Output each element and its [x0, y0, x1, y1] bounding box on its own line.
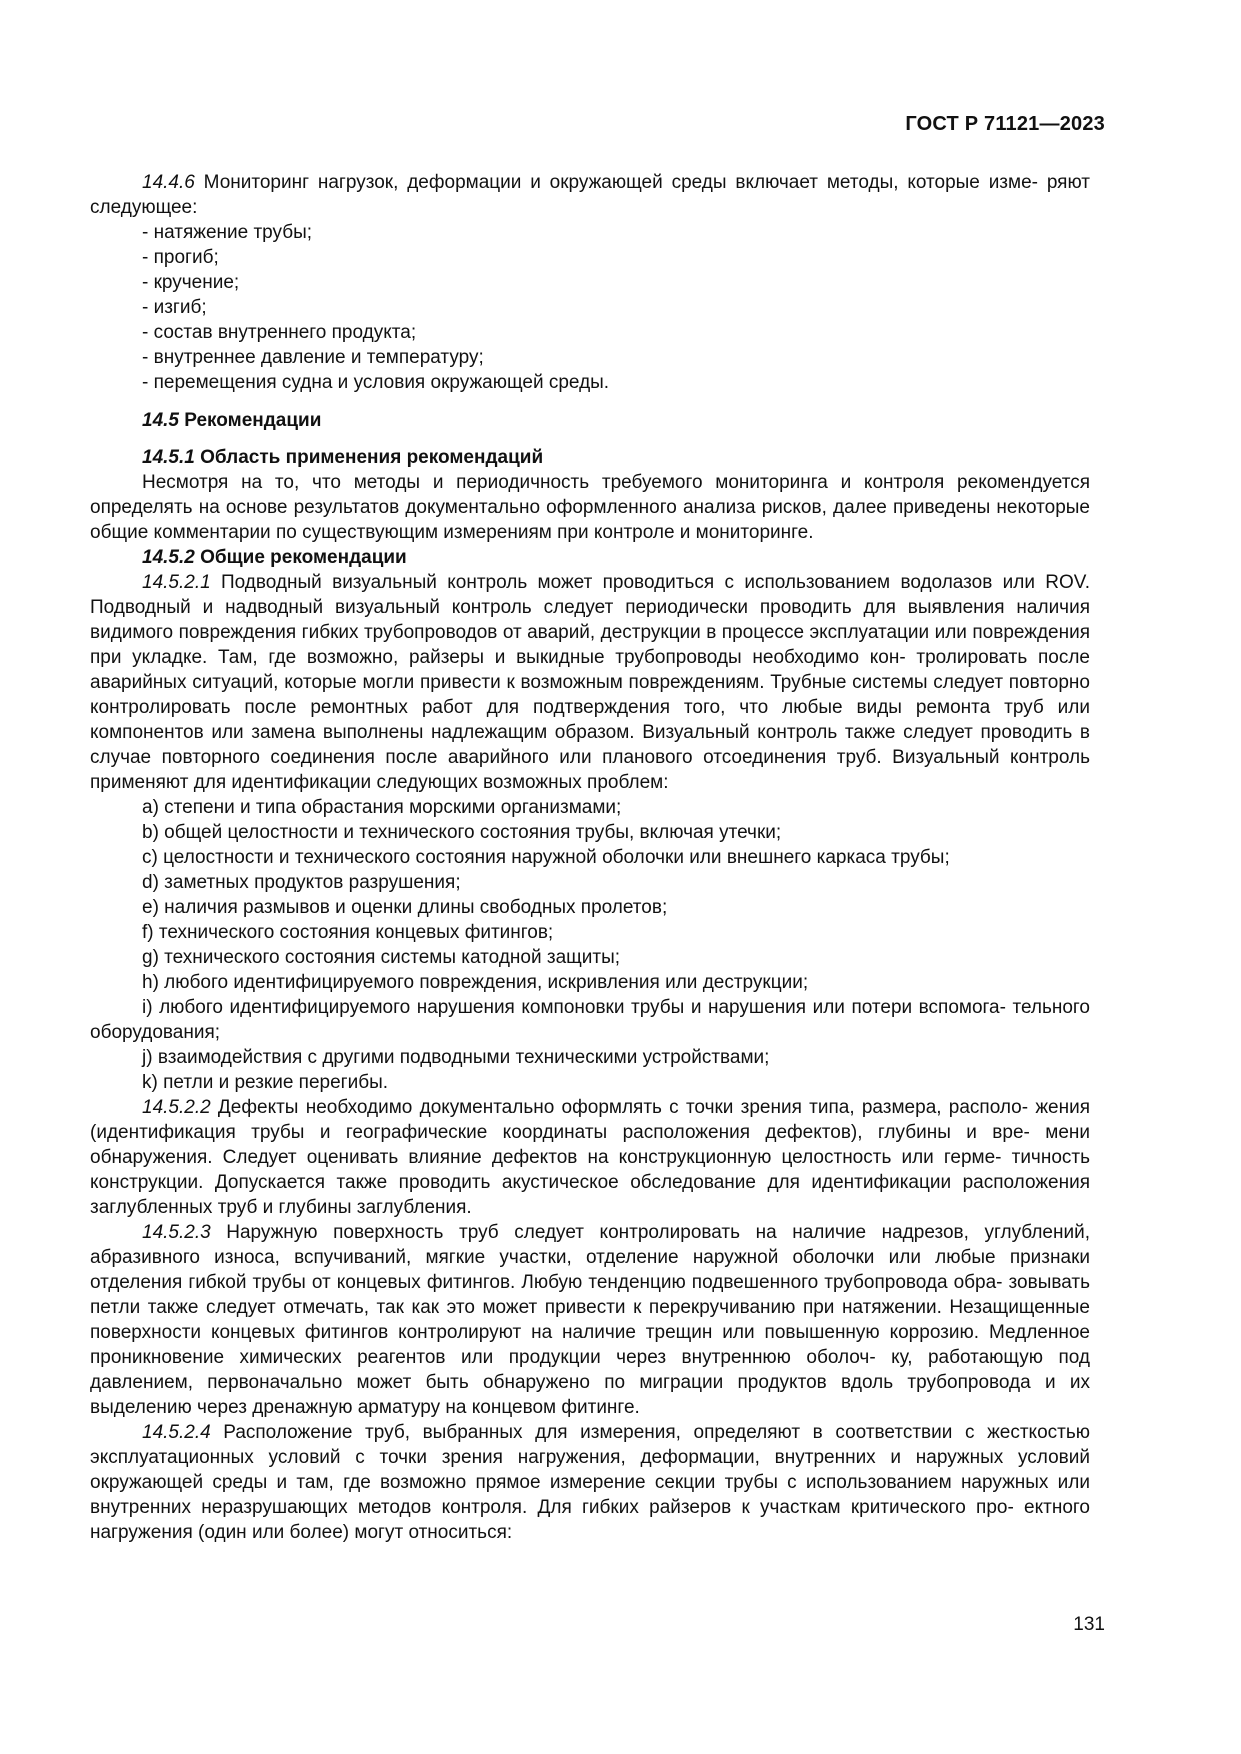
clause-number: 14.4.6	[142, 172, 195, 193]
paragraph-14-5-2-2	[90, 1095, 1090, 1220]
page-number: 131	[1073, 1614, 1105, 1635]
clause-number: 14.5.1	[142, 447, 195, 468]
list-item: - прогиб;	[142, 247, 219, 268]
clause-number: 14.5	[142, 410, 179, 431]
list-item: g) технического состояния системы катодной защиты;	[142, 947, 621, 968]
section-heading-14-5	[90, 408, 1090, 433]
paragraph-14-5-2-1	[90, 570, 1090, 795]
section-heading-14-5-1	[90, 445, 1090, 470]
document-body	[90, 170, 1090, 1545]
paragraph-text: Расположение труб, выбранных для измерения, определяют в соответствии с жесткостью эксплуатационных условий с точки зрения нагружения, деформации, внутренних и наружных условий окружающей среды и там, где возможно прямое измерение секции трубы с использованием наружных или внутренних неразрушающих методов контроля. Для гибких райзеров к участкам критического про- ектного нагружения (один или более) могут относиться:	[90, 1422, 1090, 1543]
list-item: c) целостности и технического состояния наружной оболочки или внешнего каркаса трубы;	[142, 847, 950, 868]
clause-number: 14.5.2.3	[142, 1222, 211, 1243]
paragraph-text: Подводный визуальный контроль может проводиться с использованием водолазов или ROV. Подводный и надводный визуальный контроль следует периодически проводить для выявления наличия видимого повреждения гибких трубопроводов от аварий, деструкции в процессе эксплуатации или повреждения при укладке. Там, где возможно, райзеры и выкидные трубопроводы необходимо кон- тролировать после аварийных ситуаций, которые могли привести к возможным повреждениям. Трубные системы следует повторно контролировать после ремонтных работ для подтверждения того, что любые виды ремонта труб или компонентов или замена выполнены надлежащим образом. Визуальный контроль также следует проводить в случае повторного соединения после аварийного или планового отсоединения труб. Визуальный контроль применяют для идентификации следующих возможных проблем:	[90, 572, 1090, 793]
section-heading-14-5-2	[90, 545, 1090, 570]
list-item: - перемещения судна и условия окружающей среды.	[142, 372, 610, 393]
list-item: - внутреннее давление и температуру;	[142, 347, 484, 368]
document-code: ГОСТ Р 71121—2023	[905, 113, 1105, 135]
paragraph-text: Мониторинг нагрузок, деформации и окружающей среды включает методы, которые изме- ряют следующее:	[90, 172, 1090, 218]
list-item: - кручение;	[142, 272, 240, 293]
list-item: b) общей целостности и технического состояния трубы, включая утечки;	[142, 822, 782, 843]
list-item: i) любого идентифицируемого нарушения компоновки трубы и нарушения или потери вспомога- тельного оборудования;	[90, 997, 1090, 1043]
list-item: - изгиб;	[142, 297, 207, 318]
list-item: f) технического состояния концевых фитингов;	[142, 922, 554, 943]
list-item: h) любого идентифицируемого повреждения, искривления или деструкции;	[142, 972, 809, 993]
list-item: - натяжение трубы;	[142, 222, 313, 243]
paragraph-text: Наружную поверхность труб следует контролировать на наличие надрезов, углублений, абразивного износа, вспучиваний, мягкие участки, отделение наружной оболочки или любые признаки отделения гибкой трубы от концевых фитингов. Любую тенденцию подвешенного трубопровода обра- зовывать петли также следует отмечать, так как это может привести к перекручиванию при натяжении. Незащищенные поверхности концевых фитингов контролируют на наличие трещин или повышенную коррозию. Медленное проникновение химических реагентов или продукции через внутреннюю оболоч- ку, работающую под давлением, первоначально может быть обнаружено по миграции продуктов вдоль трубопровода и их выделению через дренажную арматуру на концевом фитинге.	[90, 1222, 1090, 1418]
list-item: a) степени и типа обрастания морскими организмами;	[142, 797, 622, 818]
list-item: j) взаимодействия с другими подводными техническими устройствами;	[142, 1047, 770, 1068]
paragraph-14-5-2-3	[90, 1220, 1090, 1420]
paragraph-text: Дефекты необходимо документально оформлять с точки зрения типа, размера, располо- жения (идентификация трубы и географические координаты расположения дефектов), глубины и вре- мени обнаружения. Следует оценивать влияние дефектов на конструкционную целостность или герме- тичность конструкции. Допускается также проводить акустическое обследование для идентификации расположения заглубленных труб и глубины заглубления.	[90, 1097, 1090, 1218]
list-item: d) заметных продуктов разрушения;	[142, 872, 461, 893]
paragraph-14-5-2-4	[90, 1420, 1090, 1545]
section-title: Рекомендации	[178, 410, 322, 431]
clause-number: 14.5.2.1	[142, 572, 211, 593]
list-item: k) петли и резкие перегибы.	[142, 1072, 389, 1093]
clause-number: 14.5.2.2	[142, 1097, 211, 1118]
section-title: Общие рекомендации	[194, 547, 407, 568]
section-title: Область применения рекомендаций	[194, 447, 544, 468]
paragraph-14-5-1: Несмотря на то, что методы и периодичность требуемого мониторинга и контроля рекомендуется определять на основе результатов документально оформленного анализа рисков, далее приведены некоторые общие комментарии по существующим измерениям при контроле и мониторинге.	[90, 472, 1090, 543]
clause-number: 14.5.2	[142, 547, 195, 568]
clause-number: 14.5.2.4	[142, 1422, 211, 1443]
list-item: - состав внутреннего продукта;	[142, 322, 417, 343]
paragraph-14-4-6	[90, 170, 1090, 220]
list-item: e) наличия размывов и оценки длины свободных пролетов;	[142, 897, 668, 918]
